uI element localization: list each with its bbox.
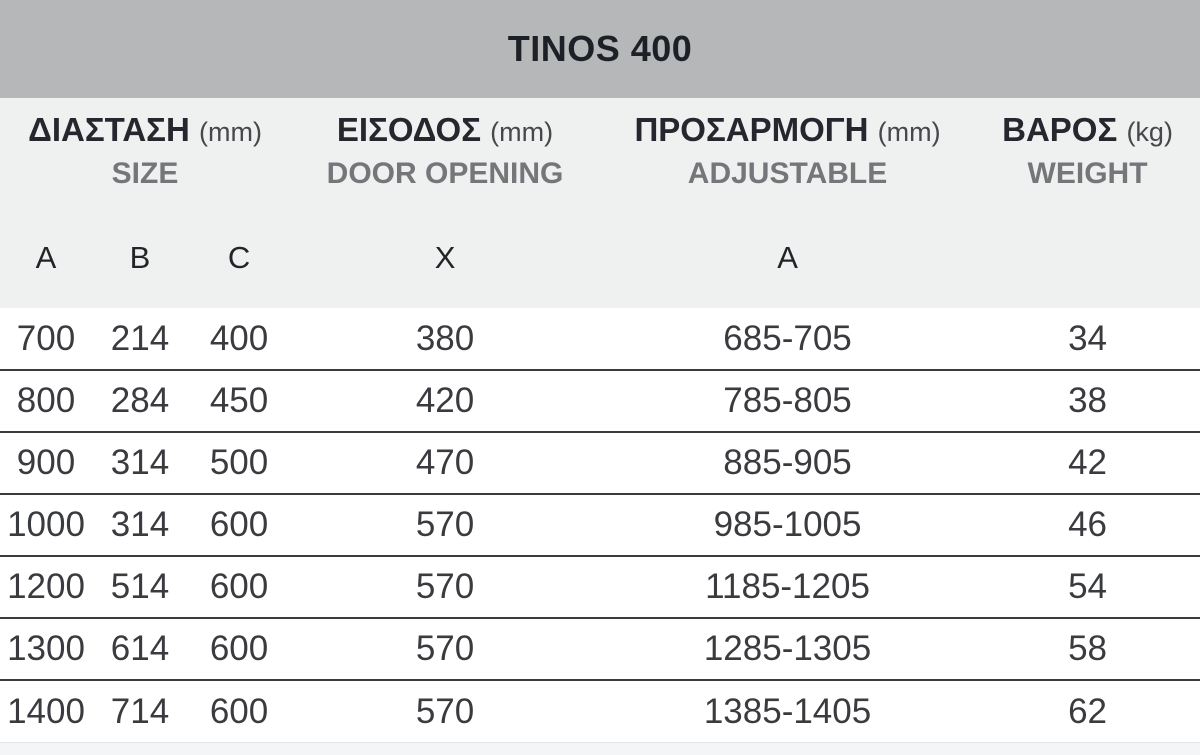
- cell-size-b: 714: [92, 680, 188, 742]
- cell-weight: 38: [975, 370, 1200, 432]
- sub-column-a: A: [0, 226, 92, 308]
- column-group-weight-english: WEIGHT: [1027, 157, 1148, 190]
- cell-door-opening: 570: [290, 556, 600, 618]
- column-group-size: [0, 98, 290, 226]
- cell-size-b: 314: [92, 432, 188, 494]
- page-title: TINOS 400: [507, 28, 693, 69]
- column-group-adjustable-greek: [600, 108, 975, 154]
- table-row: [0, 370, 1200, 432]
- table-row: [0, 308, 1200, 370]
- column-group-size-english: SIZE: [111, 157, 179, 190]
- unit-label: (mm): [198, 117, 262, 147]
- table-row: [0, 618, 1200, 680]
- cell-door-opening: 380: [290, 308, 600, 370]
- sub-column-b: B: [92, 226, 188, 308]
- cell-size-c: 500: [188, 432, 290, 494]
- title-bar: [0, 0, 1200, 98]
- cell-door-opening: 570: [290, 494, 600, 556]
- table-header: [0, 98, 1200, 308]
- cell-adjustable: 985-1005: [600, 494, 975, 556]
- sub-column-x: X: [290, 226, 600, 308]
- cell-size-b: 214: [92, 308, 188, 370]
- cell-size-a: 1000: [0, 494, 92, 556]
- greek-label: ΕΙΣΟΔΟΣ: [336, 111, 481, 148]
- cell-door-opening: 570: [290, 618, 600, 680]
- cell-size-a: 1300: [0, 618, 92, 680]
- column-group-row: [0, 98, 1200, 226]
- cell-size-a: 1200: [0, 556, 92, 618]
- cell-door-opening: 570: [290, 680, 600, 742]
- column-group-adjustable: [600, 98, 975, 226]
- greek-label: ΔΙΑΣΤΑΣΗ: [28, 111, 190, 148]
- column-group-size-greek: [0, 108, 290, 154]
- greek-label: ΒΑΡΟΣ: [1002, 111, 1118, 148]
- table-row: [0, 556, 1200, 618]
- cell-adjustable: 885-905: [600, 432, 975, 494]
- column-group-weight: [975, 98, 1200, 226]
- column-group-door-english: DOOR OPENING: [326, 157, 564, 190]
- cell-size-a: 900: [0, 432, 92, 494]
- column-group-door-greek: [290, 108, 600, 154]
- cell-size-a: 1400: [0, 680, 92, 742]
- cell-adjustable: 1285-1305: [600, 618, 975, 680]
- sub-column-adj-a: A: [600, 226, 975, 308]
- cell-size-b: 614: [92, 618, 188, 680]
- column-group-adjustable-english: ADJUSTABLE: [687, 157, 888, 190]
- table-row: [0, 680, 1200, 742]
- cell-size-b: 314: [92, 494, 188, 556]
- unit-label: (kg): [1126, 117, 1173, 147]
- greek-label: ΠΡΟΣΑΡΜΟΓΗ: [634, 111, 869, 148]
- table-body: [0, 308, 1200, 742]
- spec-table: [0, 98, 1200, 742]
- cell-size-a: 800: [0, 370, 92, 432]
- cell-size-b: 514: [92, 556, 188, 618]
- column-group-door-opening: [290, 98, 600, 226]
- cell-size-c: 600: [188, 494, 290, 556]
- unit-label: (mm): [877, 117, 941, 147]
- sub-column-c: C: [188, 226, 290, 308]
- column-group-weight-greek: [975, 108, 1200, 154]
- table-row: [0, 432, 1200, 494]
- cell-weight: 34: [975, 308, 1200, 370]
- cell-size-c: 400: [188, 308, 290, 370]
- sub-column-row: [0, 226, 1200, 308]
- cell-size-b: 284: [92, 370, 188, 432]
- cell-size-c: 600: [188, 680, 290, 742]
- cell-door-opening: 420: [290, 370, 600, 432]
- table-row: [0, 494, 1200, 556]
- cell-size-a: 700: [0, 308, 92, 370]
- cell-adjustable: 785-805: [600, 370, 975, 432]
- unit-label: (mm): [490, 117, 554, 147]
- cell-adjustable: 685-705: [600, 308, 975, 370]
- cell-adjustable: 1385-1405: [600, 680, 975, 742]
- cell-weight: 58: [975, 618, 1200, 680]
- cell-size-c: 600: [188, 618, 290, 680]
- cell-size-c: 600: [188, 556, 290, 618]
- cell-adjustable: 1185-1205: [600, 556, 975, 618]
- cell-weight: 46: [975, 494, 1200, 556]
- cell-size-c: 450: [188, 370, 290, 432]
- cell-weight: 62: [975, 680, 1200, 742]
- cell-door-opening: 470: [290, 432, 600, 494]
- footer-strip: [0, 742, 1200, 755]
- cell-weight: 42: [975, 432, 1200, 494]
- cell-weight: 54: [975, 556, 1200, 618]
- sub-column-weight-empty: [975, 226, 1200, 308]
